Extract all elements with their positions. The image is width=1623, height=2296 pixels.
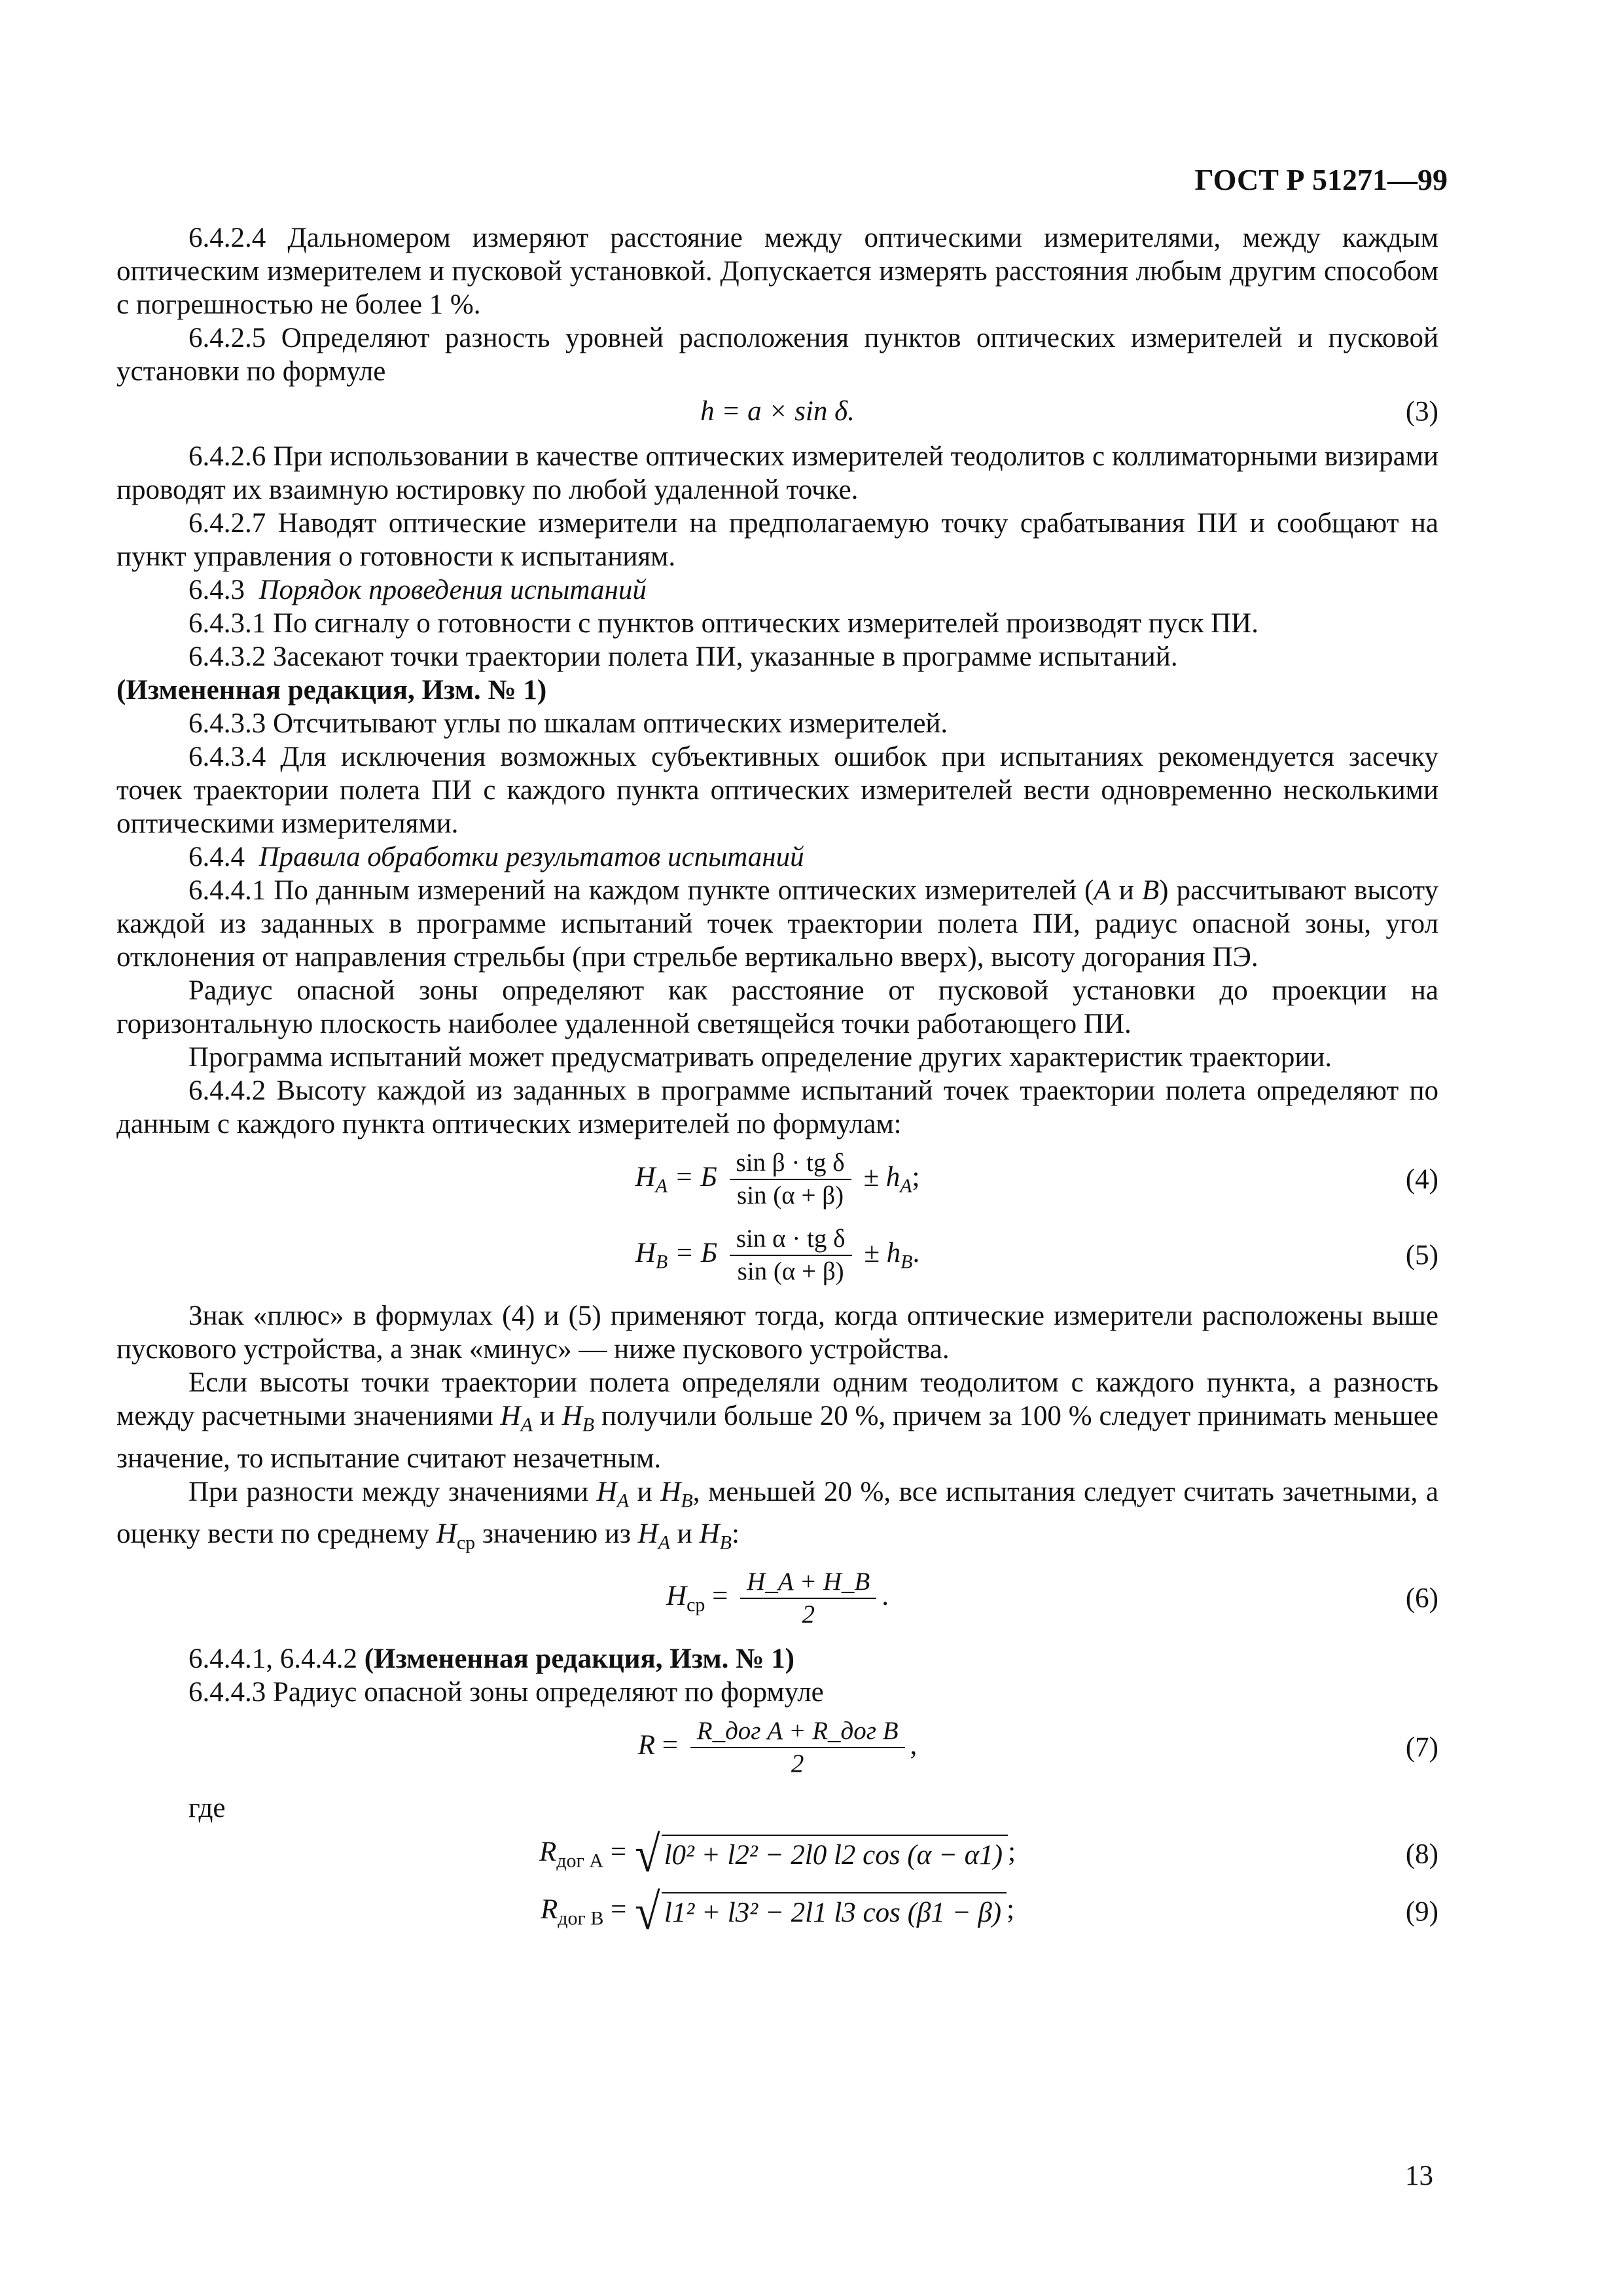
formula-5 bbox=[116, 1223, 1438, 1287]
paragraph-6-4-3-1: 6.4.3.1 По сигналу о готовности с пунктов оптических измерителей производят пуск ПИ. bbox=[188, 608, 1258, 639]
formula-5-fraction bbox=[730, 1223, 852, 1287]
formula-5-lhs: H bbox=[635, 1237, 656, 1268]
formula-7-numerator: R_дог A + R_дог B bbox=[690, 1715, 905, 1748]
formula-3-number: (3) bbox=[1405, 396, 1438, 427]
formula-7-fraction bbox=[690, 1715, 905, 1780]
text-run: и bbox=[629, 1476, 661, 1507]
formula-7-lhs: R bbox=[637, 1729, 655, 1761]
text-run: 6.4.4.1 По данным измерений на каждом пункте оптических измерителей ( bbox=[188, 875, 1094, 906]
text-run: Если высоты точки траектории полета определяли одним теодолитом с каждого пункта, а разность между расчетными значениями bbox=[116, 1367, 1438, 1431]
text-run: значению из bbox=[475, 1518, 638, 1550]
symbol-ha: H bbox=[637, 1518, 658, 1550]
radical-icon: √ bbox=[634, 1825, 660, 1882]
symbol-hb: H bbox=[562, 1401, 582, 1431]
formula-6-lhs: H bbox=[666, 1580, 687, 1611]
paragraph-6-4-3-2: 6.4.3.2 Засекают точки траектории полета ПИ, указанные в программе испытаний. bbox=[188, 641, 1178, 672]
formula-8-sqrt bbox=[633, 1825, 1008, 1882]
text-run: , меньшей 20 %, все испытания следует считать зачетными, а оценку вести по среднему bbox=[116, 1476, 1439, 1550]
amendment-note bbox=[116, 673, 1438, 707]
formula-6-number: (6) bbox=[1405, 1583, 1438, 1614]
paragraph-6-4-3-3: 6.4.3.3 Отсчитывают углы по шкалам оптических измерителей. bbox=[188, 708, 948, 739]
formula-4-tail: ± h bbox=[863, 1161, 901, 1193]
paragraph-6-4-4-2: 6.4.4.2 Высоту каждой из заданных в программе испытаний точек траектории полета определяют по данным с каждого пункта оптических измерителей по формулам: bbox=[116, 1075, 1438, 1139]
paragraph-sign: Знак «плюс» в формулах (4) и (5) применяют тогда, когда оптические измерители расположены выше пускового устройства, а знак «минус» — ниже пускового устройства. bbox=[116, 1300, 1438, 1365]
section-6-4-3-heading bbox=[116, 573, 1438, 607]
formula-5-lhs-sub: B bbox=[655, 1251, 668, 1273]
formula-8-radicand: l0² + l2² − 2l0 l2 cos (α − α1) bbox=[662, 1835, 1008, 1874]
paragraph-6-4-2-6: 6.4.2.6 При использовании в качестве оптических измерителей теодолитов с коллиматорными визирами проводят их взаимную юстировку по любой удаленной точке. bbox=[116, 441, 1438, 505]
section-title: Порядок проведения испытаний bbox=[259, 575, 647, 605]
radical-icon: √ bbox=[635, 1883, 660, 1941]
formula-4-lhs: H bbox=[635, 1161, 656, 1193]
symbol-ha: H bbox=[500, 1401, 521, 1431]
document-header: ГОСТ Р 51271—99 bbox=[1194, 163, 1448, 196]
page-number: 13 bbox=[1405, 2161, 1433, 2191]
formula-4-tail-sub: A bbox=[900, 1175, 912, 1197]
formula-4-end: ; bbox=[912, 1161, 920, 1193]
amendment-text: (Измененная редакция, Изм. № 1) bbox=[364, 1643, 794, 1674]
symbol-hcp-sub: ср bbox=[456, 1532, 476, 1554]
text-run: При разности между значениями bbox=[188, 1476, 597, 1507]
formula-6-end: . bbox=[882, 1580, 889, 1611]
section-title: Правила обработки результатов испытаний bbox=[259, 842, 804, 872]
text-run: и bbox=[532, 1401, 562, 1431]
paragraph-program: Программа испытаний может предусматривать определение других характеристик траектории. bbox=[188, 1042, 1332, 1073]
paragraph-6-4-2-4: 6.4.2.4 Дальномером измеряют расстояние между оптическими измерителями, между каждым оптическим измерителем и пусковой установкой. Допускается измерять расстояния любым другим способом с погрешностью не более 1 %. bbox=[116, 223, 1438, 320]
formula-9-sqrt bbox=[633, 1883, 1007, 1941]
formula-5-end: . bbox=[912, 1237, 920, 1268]
document-body bbox=[116, 221, 1438, 1947]
formula-7-number: (7) bbox=[1405, 1732, 1438, 1763]
paragraph-amendment-2 bbox=[116, 1642, 1438, 1676]
formula-8 bbox=[116, 1825, 1438, 1882]
symbol-hb: H bbox=[699, 1518, 720, 1550]
formula-5-numerator: sin α · tg δ bbox=[730, 1223, 852, 1256]
formula-9-radicand: l1² + l3² − 2l1 l3 cos (β1 − β) bbox=[662, 1892, 1007, 1931]
formula-5-denominator: sin (α + β) bbox=[737, 1257, 844, 1285]
formula-9-number: (9) bbox=[1405, 1896, 1438, 1928]
formula-9-eq: = bbox=[611, 1894, 627, 1926]
formula-6 bbox=[116, 1566, 1438, 1630]
amendment-text: (Измененная редакция, Изм. № 1) bbox=[116, 675, 547, 706]
formula-4-denominator: sin (α + β) bbox=[737, 1181, 844, 1210]
symbol-hb-sub: B bbox=[719, 1532, 732, 1554]
formula-8-lhs: R bbox=[539, 1836, 557, 1867]
formula-5-tail-sub: B bbox=[901, 1251, 913, 1273]
symbol-hb-sub: B bbox=[582, 1414, 595, 1436]
text-run: и bbox=[1111, 875, 1142, 906]
section-number: 6.4.4 bbox=[188, 842, 245, 872]
formula-8-lhs-sub: дог A bbox=[556, 1850, 603, 1872]
formula-7-denominator: 2 bbox=[791, 1749, 804, 1778]
section-6-4-4-heading bbox=[116, 840, 1438, 874]
formula-5-tail: ± h bbox=[864, 1237, 901, 1268]
text-run: и bbox=[670, 1518, 700, 1550]
formula-4-number: (4) bbox=[1405, 1164, 1438, 1195]
symbol-hb-sub: B bbox=[681, 1490, 693, 1512]
formula-3 bbox=[116, 395, 1438, 428]
symbol-hcp: H bbox=[436, 1518, 457, 1550]
formula-8-eq: = bbox=[610, 1836, 627, 1867]
formula-6-denominator: 2 bbox=[802, 1600, 815, 1628]
formula-9-end: ; bbox=[1007, 1894, 1015, 1926]
section-number: 6.4.3 bbox=[188, 575, 245, 605]
formula-6-lhs-sub: ср bbox=[687, 1594, 705, 1616]
symbol-b: В bbox=[1141, 875, 1160, 906]
formula-4 bbox=[116, 1147, 1438, 1211]
paragraph-6-4-2-5: 6.4.2.5 Определяют разность уровней расположения пунктов оптических измерителей и пусковой установки по формуле bbox=[116, 323, 1438, 387]
formula-6-numerator: H_A + H_B bbox=[740, 1566, 876, 1599]
text-run: 6.4.4.1, 6.4.4.2 bbox=[188, 1643, 365, 1674]
paragraph-if-heights bbox=[116, 1366, 1438, 1475]
text-run: ) рассчитывают высоту каждой из заданных в программе испытаний точек траектории полета ПИ, радиус опасной зоны, угол отклонения от направления стрельбы (при стрельбе вертикально вверх), высоту догорания ПЭ. bbox=[116, 875, 1438, 973]
formula-8-number: (8) bbox=[1405, 1839, 1438, 1870]
formula-9-lhs: R bbox=[540, 1894, 558, 1926]
formula-4-fraction bbox=[730, 1147, 851, 1211]
paragraph-where: где bbox=[188, 1792, 226, 1823]
symbol-ha-sub: A bbox=[520, 1414, 533, 1436]
symbol-ha: H bbox=[596, 1476, 617, 1507]
paragraph-6-4-4-3: 6.4.4.3 Радиус опасной зоны определяют по формуле bbox=[188, 1676, 824, 1708]
formula-7-end: , bbox=[910, 1729, 918, 1761]
formula-7-eq: = bbox=[662, 1729, 678, 1761]
paragraph-radius: Радиус опасной зоны определяют как расстояние от пусковой установки до проекции на горизонтальную плоскость наиболее удаленной светящейся точки работающего ПИ. bbox=[116, 975, 1438, 1039]
formula-9-lhs-sub: дог B bbox=[558, 1907, 604, 1929]
paragraph-6-4-4-1 bbox=[116, 874, 1438, 974]
formula-4-lhs-sub: A bbox=[655, 1175, 668, 1197]
paragraph-6-4-2-7: 6.4.2.7 Наводят оптические измерители на предполагаемую точку срабатывания ПИ и сообщают на пункт управления о готовности к испытаниям. bbox=[116, 508, 1438, 572]
formula-6-fraction bbox=[740, 1566, 876, 1630]
formula-4-numerator: sin β · tg δ bbox=[730, 1147, 851, 1180]
text-run: получили больше 20 %, причем за 100 % следует принимать меньшее значение, то испытание считают незачетным. bbox=[116, 1401, 1438, 1474]
formula-5-number: (5) bbox=[1405, 1240, 1438, 1271]
paragraph-difference: При разности между значениями $H_A$ и $H_B$, меньшей 20 %, все испытания следует считать зачетными, а оценку вести по среднему $H_{ср}$ значению из $H_A$ и $H_B$: bbox=[116, 1476, 1439, 1554]
formula-4-coef: = Б bbox=[674, 1161, 717, 1193]
symbol-a: А bbox=[1094, 875, 1111, 906]
paragraph-6-4-3-4: 6.4.3.4 Для исключения возможных субъективных ошибок при испытаниях рекомендуется засечку точек траектории полета ПИ с каждого пункта оптических измерителей вести одновременно несколькими оптическими измерителями. bbox=[116, 742, 1438, 839]
symbol-ha-sub: A bbox=[658, 1532, 671, 1554]
formula-9 bbox=[116, 1883, 1438, 1941]
formula-3-expr: h = a × sin δ. bbox=[700, 396, 855, 427]
symbol-hb: H bbox=[660, 1476, 681, 1507]
formula-8-end: ; bbox=[1008, 1836, 1016, 1867]
symbol-ha-sub: A bbox=[616, 1490, 630, 1512]
formula-7 bbox=[116, 1715, 1438, 1780]
formula-6-eq: = bbox=[712, 1580, 728, 1611]
formula-5-coef: = Б bbox=[674, 1237, 718, 1268]
